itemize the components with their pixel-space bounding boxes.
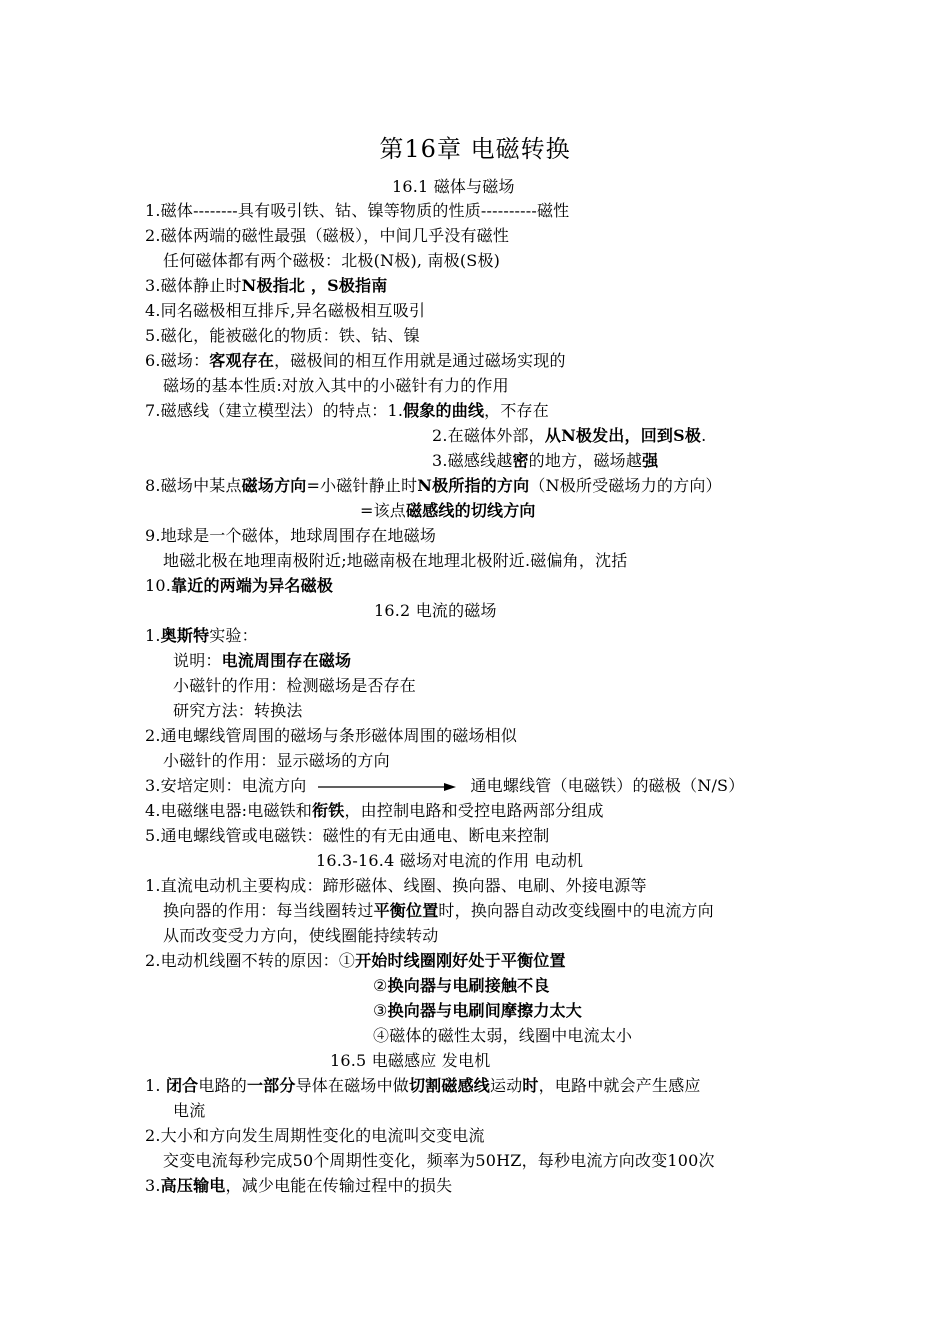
text: 3.磁体静止时 [145, 276, 242, 295]
text: 10. [145, 576, 172, 595]
text: 说明： [173, 651, 222, 670]
text: 3. [145, 1176, 161, 1195]
item-10 [145, 574, 333, 598]
text: 6.磁场： [145, 351, 210, 370]
emphasis: 磁场方向 [241, 476, 307, 495]
text: 时，换向器自动改变线圈中的电流方向 [438, 901, 714, 920]
text: 导体在磁场中做 [295, 1076, 409, 1095]
emphasis: N极所指的方向 [417, 476, 530, 495]
item-9-earth: 9.地球是一个磁体，地球周围存在地磁场 [145, 526, 437, 545]
item-9-note: 地磁北极在地理南极附近;地磁南极在地理北极附近.磁偏角，沈括 [163, 551, 628, 570]
stall-reason-3 [373, 999, 582, 1023]
commutator-role-cont: 从而改变受力方向，使线圈能持续转动 [163, 926, 439, 945]
item-2-note: 任何磁体都有两个磁极：北极(N极), 南极(S极) [163, 251, 501, 270]
emphasis: 高压输电 [160, 1176, 226, 1195]
section-heading-16-2: 16.2 电流的磁场 [374, 601, 497, 620]
commutator-role [163, 899, 714, 923]
emphasis: 从N极发出，回到S极 [544, 426, 702, 445]
item-1-oersted [145, 624, 258, 648]
emphasis: 一部分 [246, 1076, 296, 1095]
stall-reason-2 [373, 974, 550, 998]
item-7-point-3 [432, 449, 658, 473]
text: =该点 [360, 501, 407, 520]
item-2-poles: 2.磁体两端的磁性最强（磁极），中间几乎没有磁性 [145, 226, 510, 245]
item-5-electromagnet: 5.通电螺线管或电磁铁：磁性的有无由通电、断电来控制 [145, 826, 550, 845]
emphasis: 换向器与电刷接触不良 [387, 976, 550, 995]
item-2-motor-stall [145, 949, 566, 973]
text: 7.磁感线（建立模型法）的特点：1. [145, 401, 404, 420]
item-2-solenoid: 2.通电螺线管周围的磁场与条形磁体周围的磁场相似 [145, 726, 518, 745]
emphasis: 强 [642, 451, 659, 470]
chapter-title: 第16章 电磁转换 [379, 135, 571, 163]
text: 3.磁感线越 [432, 451, 513, 470]
item-2-note: 小磁针的作用：显示磁场的方向 [163, 751, 390, 770]
item-8-tangent [360, 499, 536, 523]
emphasis: 衔铁 [312, 801, 345, 820]
item-2-ac-note: 交变电流每秒完成50个周期性变化，频率为50HZ，每秒电流方向改变100次 [163, 1151, 715, 1170]
text: ，磁极间的相互作用就是通过磁场实现的 [274, 351, 566, 370]
item-5-magnetization: 5.磁化，能被磁化的物质：铁、钴、镍 [145, 326, 420, 345]
emphasis: 平衡位置 [373, 901, 439, 920]
emphasis: 假象的曲线 [403, 401, 485, 420]
item-2-ac: 2.大小和方向发生周期性变化的电流叫交变电流 [145, 1126, 485, 1145]
emphasis: 客观存在 [209, 351, 275, 370]
emphasis: 开始时线圈刚好处于平衡位置 [355, 951, 566, 970]
item-1-motor-parts: 1.直流电动机主要构成：蹄形磁体、线圈、换向器、电刷、外接电源等 [145, 876, 647, 895]
text: 通电螺线管（电磁铁）的磁极（N/S） [470, 776, 745, 795]
item-6-note: 磁场的基本性质:对放入其中的小磁针有力的作用 [163, 376, 509, 395]
item-1-magnet: 1.磁体--------具有吸引铁、钴、镍等物质的性质----------磁性 [145, 201, 570, 220]
item-4-relay [145, 799, 604, 823]
text: 电路的 [198, 1076, 247, 1095]
emphasis: 靠近的两端为异名磁极 [171, 576, 334, 595]
text: 1. [145, 626, 161, 645]
text: 8.磁场中某点 [145, 476, 242, 495]
section-heading-16-5: 16.5 电磁感应 发电机 [330, 1051, 491, 1070]
text: ，减少电能在传输过程中的损失 [225, 1176, 453, 1195]
emphasis: 密 [512, 451, 529, 470]
text: 3.安培定则：电流方向 [145, 776, 307, 795]
text: （N极所受磁场力的方向） [529, 476, 722, 495]
text: ，由控制电路和受控电路两部分组成 [344, 801, 604, 820]
text: 的地方，磁场越 [528, 451, 643, 470]
text: ，不存在 [484, 401, 549, 420]
text: 4.电磁继电器:电磁铁和 [145, 801, 313, 820]
text: 1. [145, 1076, 166, 1095]
emphasis: 闭合 [165, 1076, 199, 1095]
item-4-poles-interaction: 4.同名磁极相互排斥,异名磁极相互吸引 [145, 301, 426, 320]
item-6-field [145, 349, 566, 373]
oersted-explanation [173, 649, 351, 673]
text: . [701, 426, 707, 445]
text: ，电路中就会产生感应 [538, 1076, 701, 1095]
item-7-point-2 [432, 424, 706, 448]
item-7-field-lines [145, 399, 549, 423]
stall-reason-4: ④磁体的磁性太弱，线圈中电流太小 [373, 1026, 633, 1045]
emphasis: 时 [522, 1076, 539, 1095]
text: ③ [373, 1001, 388, 1020]
emphasis: 磁感线的切线方向 [406, 501, 536, 520]
item-3-transmission [145, 1174, 452, 1198]
emphasis: 换向器与电刷间摩擦力太大 [387, 1001, 582, 1020]
emphasis: 电流周围存在磁场 [221, 651, 352, 670]
emphasis: 奥斯特 [160, 626, 210, 645]
oersted-needle-role: 小磁针的作用：检测磁场是否存在 [173, 676, 417, 695]
text: =小磁针静止时 [306, 476, 418, 495]
text: 2.在磁体外部， [432, 426, 545, 445]
section-heading-16-3: 16.3-16.4 磁场对电流的作用 电动机 [316, 851, 584, 870]
text: 换向器的作用：每当线圈转过 [163, 901, 374, 920]
text: 2.电动机线圈不转的原因：① [145, 951, 356, 970]
item-1-induction-cont: 电流 [173, 1101, 206, 1120]
section-heading-16-1: 16.1 磁体与磁场 [392, 177, 515, 196]
item-3-ampere-rule [145, 774, 744, 798]
emphasis: 切割磁感线 [408, 1076, 490, 1095]
item-3-rest [145, 274, 387, 298]
oersted-method: 研究方法：转换法 [173, 701, 303, 720]
item-8-field-direction [145, 474, 722, 498]
item-1-induction [145, 1074, 701, 1098]
emphasis: N极指北 ，S极指南 [241, 276, 388, 295]
text: ② [373, 976, 388, 995]
arrow-right-icon [318, 782, 456, 792]
text: 运动 [490, 1076, 523, 1095]
text: 实验： [209, 626, 258, 645]
